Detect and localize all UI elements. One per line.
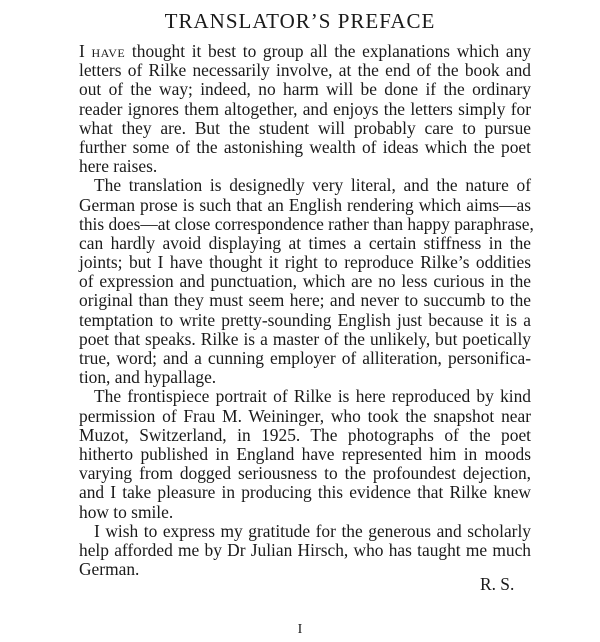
paragraph-line: true, word; and a cunning employer of alliteration, personifica- [79,348,531,368]
paragraph-4 [79,522,531,580]
paragraph-line: German. [79,559,140,580]
paragraph-line: joints; but I have thought it right to reproduce Rilke’s oddities [79,252,531,273]
page-number: I [297,622,303,637]
paragraph-line: how to smile. [79,501,174,522]
paragraph-line: poet that speaks. Rilke is a master of the unlikely, but poetically [79,328,531,349]
paragraph-line: letters of Rilke necessarily involve, at the end of the book and [79,60,531,81]
paragraph-line: I have thought it best to group all the explanations which any [79,41,531,61]
paragraph-line: what they are. But the student will probably care to pursue [79,117,531,138]
paragraph-line: varying from dogged seriousness to the profoundest dejection, [79,463,531,484]
paragraph-2 [79,175,534,388]
paragraph-line: German prose is such that an English rendering which aims—as [79,194,531,215]
preface-body [79,41,534,580]
paragraph-line: out of the way; indeed, no harm will be done if the ordinary [79,79,531,100]
paragraph-line: original than they must seem here; and never to succumb to the [79,290,531,311]
paragraph-3 [79,387,531,521]
paragraph-line: hitherto published in England have represented him in moods [79,443,531,464]
page-title: TRANSLATOR’S PREFACE [164,9,436,33]
paragraph-line: further some of the astonishing wealth of ideas which the poet [79,136,531,157]
paragraph-line: this does—at close correspondence rather than happy paraphrase, [79,213,534,234]
signature: R. S. [480,574,515,594]
paragraph-line: can hardly avoid displaying at times a certain stiffness in the [79,232,531,253]
paragraph-line: help afforded me by Dr Julian Hirsch, who has taught me much [79,539,531,560]
paragraph-line: The frontispiece portrait of Rilke is here reproduced by kind [94,386,531,407]
paragraph-line: The translation is designedly very literal, and the nature of [94,175,531,196]
paragraph-line: tion, and hypallage. [79,367,217,388]
paragraph-line: permission of Frau M. Weininger, who took the snapshot near [79,405,531,426]
paragraph-line: here raises. [79,156,158,177]
paragraph-line: Muzot, Switzerland, in 1925. The photographs of the poet [79,424,531,445]
paragraph-line: of expression and punctuation, which are no less curious in the [79,271,531,292]
paragraph-1 [79,42,531,176]
paragraph-line: temptation to write pretty-sounding English just because it is a [79,309,531,330]
paragraph-line: I wish to express my gratitude for the generous and scholarly [94,520,531,541]
paragraph-line: and I take pleasure in producing this evidence that Rilke knew [79,482,531,503]
paragraph-line: reader ignores them altogether, and enjoys the letters simply for [79,98,531,119]
